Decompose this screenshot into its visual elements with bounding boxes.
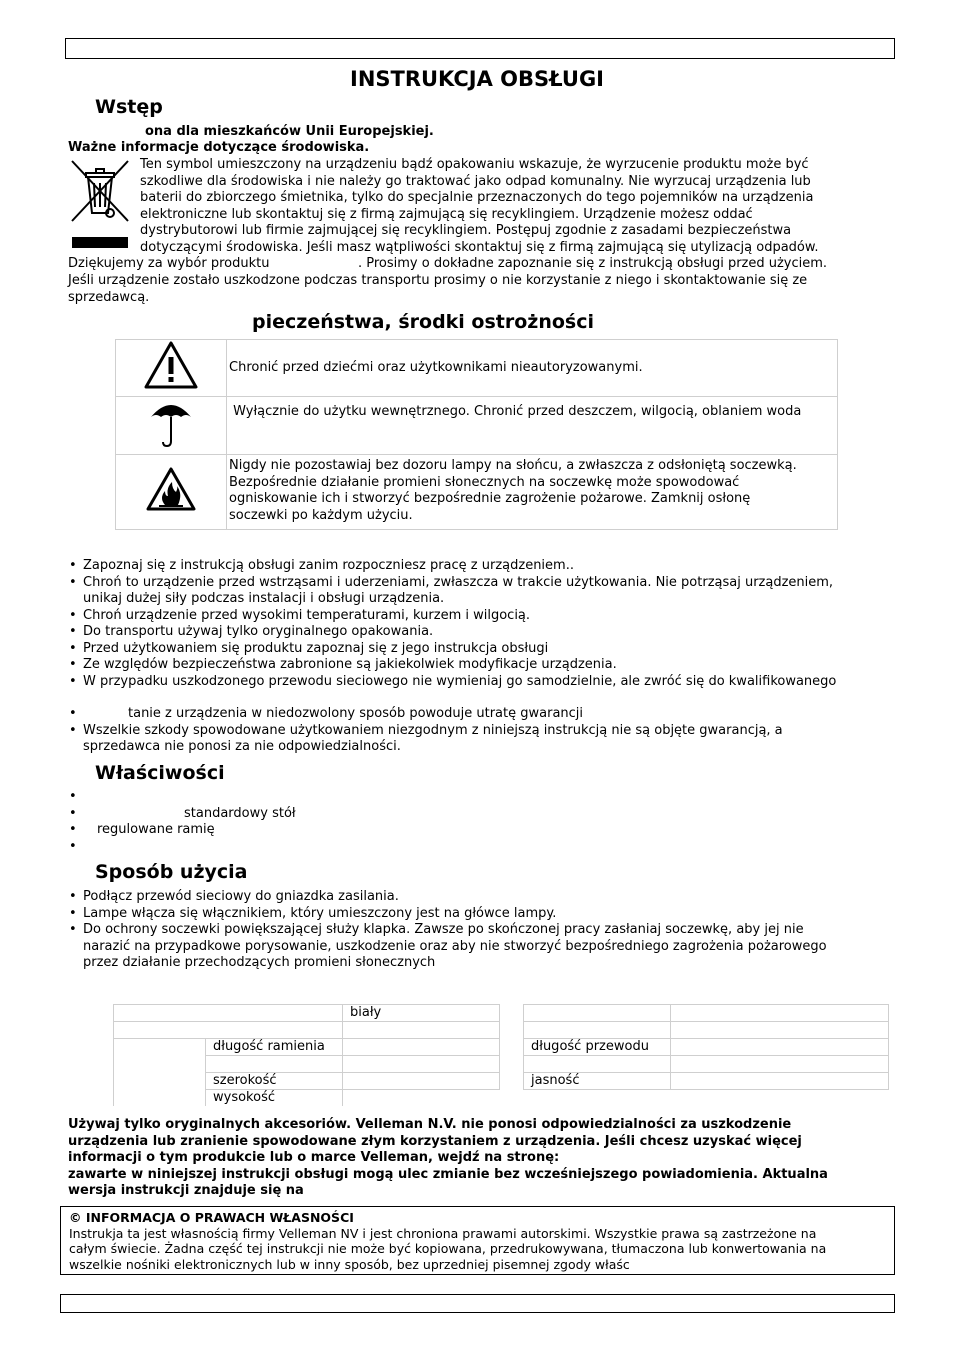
env-line: dystrybutorowi lub firmie zajmującej się recyklingiem. Postępuj zgodnie z zasadami bezpieczeństwa bbox=[140, 223, 792, 238]
table-cell-text bbox=[227, 455, 838, 530]
page-title: INSTRUKCJA OBSŁUGI bbox=[350, 67, 604, 91]
table-row bbox=[116, 455, 838, 530]
table-row bbox=[524, 1022, 889, 1039]
thanks-line-a: Dziękujemy za wybór produktu bbox=[68, 256, 270, 271]
table-cell-text bbox=[227, 396, 838, 455]
list-item: • Zapoznaj się z instrukcją obsługi zanim rozpoczniesz pracę z urządzeniem.. bbox=[68, 558, 898, 575]
env-line: elektroniczne lub skontaktuj się z firmą zajmującą się recyklingiem. Urządzenie możesz oddać bbox=[140, 206, 753, 222]
table-cell-icon bbox=[116, 455, 227, 530]
warranty-list bbox=[68, 706, 898, 756]
safety-symbols-table bbox=[115, 339, 838, 530]
table-row bbox=[114, 1005, 500, 1022]
env-line: szkodliwe dla środowiska i nie należy go traktować jako odpad komunalny. Nie wyrzucaj urządzenia lub bbox=[140, 173, 811, 189]
footer-box bbox=[60, 1294, 895, 1313]
thanks-line-b: . Prosimy o dokładne zapoznanie się z instrukcją obsługi przed użyciem. bbox=[358, 256, 828, 271]
table-cell bbox=[671, 1039, 889, 1056]
table-cell-icon bbox=[116, 340, 227, 397]
env-heading: Ważne informacje dotyczące środowiska. bbox=[68, 140, 370, 155]
list-item: • Do ochrony soczewki powiększającej służy klapka. Zawsze po skończonej pracy zasłaniaj soczewkę, aby jej nie narazić na przypadkowe porysowanie, uszkodzenie oraz aby nie stworzyć bezpośredniego zagrożenia pożarowego przez działanie przechodzących promieni słonecznych bbox=[68, 922, 898, 972]
section-heading-usage: Sposób użycia bbox=[95, 861, 248, 883]
list-item bbox=[68, 789, 898, 806]
general-guidelines-list bbox=[68, 558, 898, 690]
table-cell-text bbox=[227, 340, 838, 397]
table-row bbox=[116, 340, 838, 397]
list-item: • Ze względów bezpieczeństwa zabronione są jakiekolwiek modyfikacje urządzenia. bbox=[68, 657, 898, 674]
table-cell: długość ramienia bbox=[206, 1039, 343, 1056]
usage-list bbox=[68, 889, 898, 972]
table-cell: biały bbox=[343, 1005, 500, 1022]
table-cell bbox=[343, 1090, 500, 1107]
table-row bbox=[524, 1005, 889, 1022]
table-row bbox=[524, 1073, 889, 1090]
table-cell: jasność bbox=[524, 1073, 671, 1090]
list-item: • Podłącz przewód sieciowy do gniazdka zasilania. bbox=[68, 889, 898, 906]
eu-line: ona dla mieszkańców Unii Europejskiej. bbox=[145, 124, 434, 139]
copyright-heading: © INFORMACJA O PRAWACH WŁASNOŚCI bbox=[69, 1210, 354, 1225]
disclaimer-line: urządzenia lub zranienie spowodowane złym korzystaniem z urządzenia. Jeśli chcesz uzyskać więcej bbox=[68, 1133, 802, 1149]
table-cell bbox=[114, 1039, 206, 1107]
warning-triangle-icon bbox=[143, 379, 199, 394]
specs-table-right bbox=[523, 1004, 889, 1090]
table-row bbox=[116, 396, 838, 455]
env-paragraph bbox=[140, 157, 880, 256]
list-item: • Chroń to urządzenie przed wstrząsami i uderzeniami, zwłaszcza w trakcie użytkowania. Nie potrząsaj urządzeniem, unikaj dużej siły podczas instalacji i obsługi urządzenia. bbox=[68, 575, 898, 608]
safety-text: Wyłącznie do użytku wewnętrznego. Chronić przed deszczem, wilgocią, oblaniem woda bbox=[229, 403, 802, 419]
table-cell bbox=[206, 1056, 343, 1073]
table-cell bbox=[343, 1056, 500, 1073]
crossed-bin-icon bbox=[68, 157, 132, 253]
disclaimer-line: Używaj tylko oryginalnych akcesoriów. Velleman N.V. nie ponosi odpowiedzialności za uszkodzenie bbox=[68, 1117, 792, 1132]
env-line: baterii do zbiorczego śmietnika, tylko do specjalnie przeznaczonych do tego pojemników na urządzenia bbox=[140, 190, 814, 205]
list-item: • Przed użytkowaniem się produktu zapoznaj się z jego instrukcja obsługi bbox=[68, 641, 898, 658]
section-heading-features: Właściwości bbox=[95, 762, 225, 784]
list-item: • Do transportu używaj tylko oryginalnego opakowania. bbox=[68, 624, 898, 641]
safety-text: soczewki po każdym użyciu. bbox=[229, 507, 413, 523]
table-cell bbox=[114, 1005, 343, 1022]
copyright-line: całym świecie. Żadna część tej instrukcji nie może być kopiowana, przedrukowywana, tłumaczona lub konwertowania na bbox=[69, 1241, 827, 1256]
list-item: • Wszelkie szkody spowodowane użytkowaniem niezgodnym z niniejszą instrukcją nie są objęte gwarancją, a sprzedawca nie ponosi za nie odpowiedzialności. bbox=[68, 723, 898, 756]
features-list bbox=[68, 789, 898, 855]
table-row bbox=[114, 1022, 500, 1039]
safety-text: Nigdy nie pozostawiaj bez dozoru lampy na słońcu, a zwłaszcza z odsłoniętą soczewką. bbox=[229, 458, 797, 473]
list-item: • regulowane ramię bbox=[68, 822, 898, 839]
table-cell bbox=[343, 1022, 500, 1039]
table-cell-icon bbox=[116, 396, 227, 455]
table-row bbox=[524, 1039, 889, 1056]
copyright-box bbox=[60, 1206, 895, 1275]
table-cell bbox=[343, 1039, 500, 1056]
header-box bbox=[65, 38, 895, 59]
copyright-line: Instrukja ta jest własnością firmy Velleman NV i jest chroniona prawami autorskimi. Wszystkie prawa są zastrzeżone na bbox=[69, 1225, 817, 1241]
safety-text: Bezpośrednie działanie promieni słonecznych na soczewkę może spowodować bbox=[229, 474, 740, 490]
table-cell bbox=[671, 1022, 889, 1039]
damaged-paragraph bbox=[68, 273, 888, 306]
section-heading-safety: pieczeństwa, środki ostrożności bbox=[252, 311, 595, 333]
list-item: • tanie z urządzenia w niedozwolony sposób powoduje utratę gwarancji bbox=[68, 706, 898, 723]
disclaimer-line: informacji o tym produkcie lub o marce Velleman, wejdź na stronę: bbox=[68, 1150, 560, 1165]
fire-warning-icon bbox=[145, 501, 197, 516]
section-heading-intro: Wstęp bbox=[95, 96, 163, 118]
disclaimer-paragraph bbox=[68, 1117, 898, 1200]
safety-text: ogniskowanie ich i stworzyć bezpośrednie zagrożenie pożarowe. Zamknij osłonę bbox=[229, 491, 751, 506]
damaged-line: Jeśli urządzenie zostało uszkodzone podczas transportu prosimy o nie korzystanie z niego i skontaktowanie się ze bbox=[68, 273, 808, 288]
list-item: • standardowy stół bbox=[68, 806, 898, 823]
disclaimer-line: zawarte w niniejszej instrukcji obsługi mogą ulec zmianie bez wcześniejszego powiadomienia. Aktualna bbox=[68, 1166, 828, 1182]
list-item: • Chroń urządzenie przed wysokimi temperaturami, kurzem i wilgocią. bbox=[68, 608, 898, 625]
safety-text: Chronić przed dziećmi oraz użytkownikami nieautoryzowanymi. bbox=[229, 360, 643, 375]
table-cell bbox=[671, 1073, 889, 1090]
table-cell bbox=[524, 1022, 671, 1039]
table-cell bbox=[671, 1005, 889, 1022]
list-item bbox=[68, 839, 898, 856]
table-cell bbox=[114, 1022, 343, 1039]
table-cell: wysokość bbox=[206, 1090, 343, 1107]
table-cell bbox=[343, 1073, 500, 1090]
env-line: Ten symbol umieszczony na urządzeniu bądź opakowaniu wskazuje, że wyrzucenie produktu może być bbox=[140, 157, 809, 172]
table-cell: szerokość bbox=[206, 1073, 343, 1090]
damaged-line: sprzedawcą. bbox=[68, 289, 150, 305]
copyright-line: wszelkie nośniki elektronicznych lub w inny sposób, bez uprzedniej pisemnej zgody właśc bbox=[69, 1256, 630, 1272]
table-cell bbox=[524, 1005, 671, 1022]
list-item: • W przypadku uszkodzonego przewodu sieciowego nie wymieniaj go samodzielnie, ale zwróć się do kwalifikowanego bbox=[68, 674, 898, 691]
table-cell bbox=[524, 1056, 671, 1073]
table-cell: długość przewodu bbox=[524, 1039, 671, 1056]
env-line: dotyczącymi środowiska. Jeśli masz wątpliwości skontaktuj się z firmą zajmującą się utylizacją odpadów. bbox=[140, 239, 819, 255]
table-row bbox=[524, 1056, 889, 1073]
specs-table-left bbox=[113, 1004, 500, 1107]
disclaimer-line: wersja instrukcji znajduje się na bbox=[68, 1183, 304, 1198]
list-item: • Lampe włącza się włącznikiem, który umieszczony jest na główce lampy. bbox=[68, 906, 898, 923]
umbrella-icon bbox=[149, 438, 193, 453]
table-row bbox=[114, 1039, 500, 1056]
table-cell bbox=[671, 1056, 889, 1073]
